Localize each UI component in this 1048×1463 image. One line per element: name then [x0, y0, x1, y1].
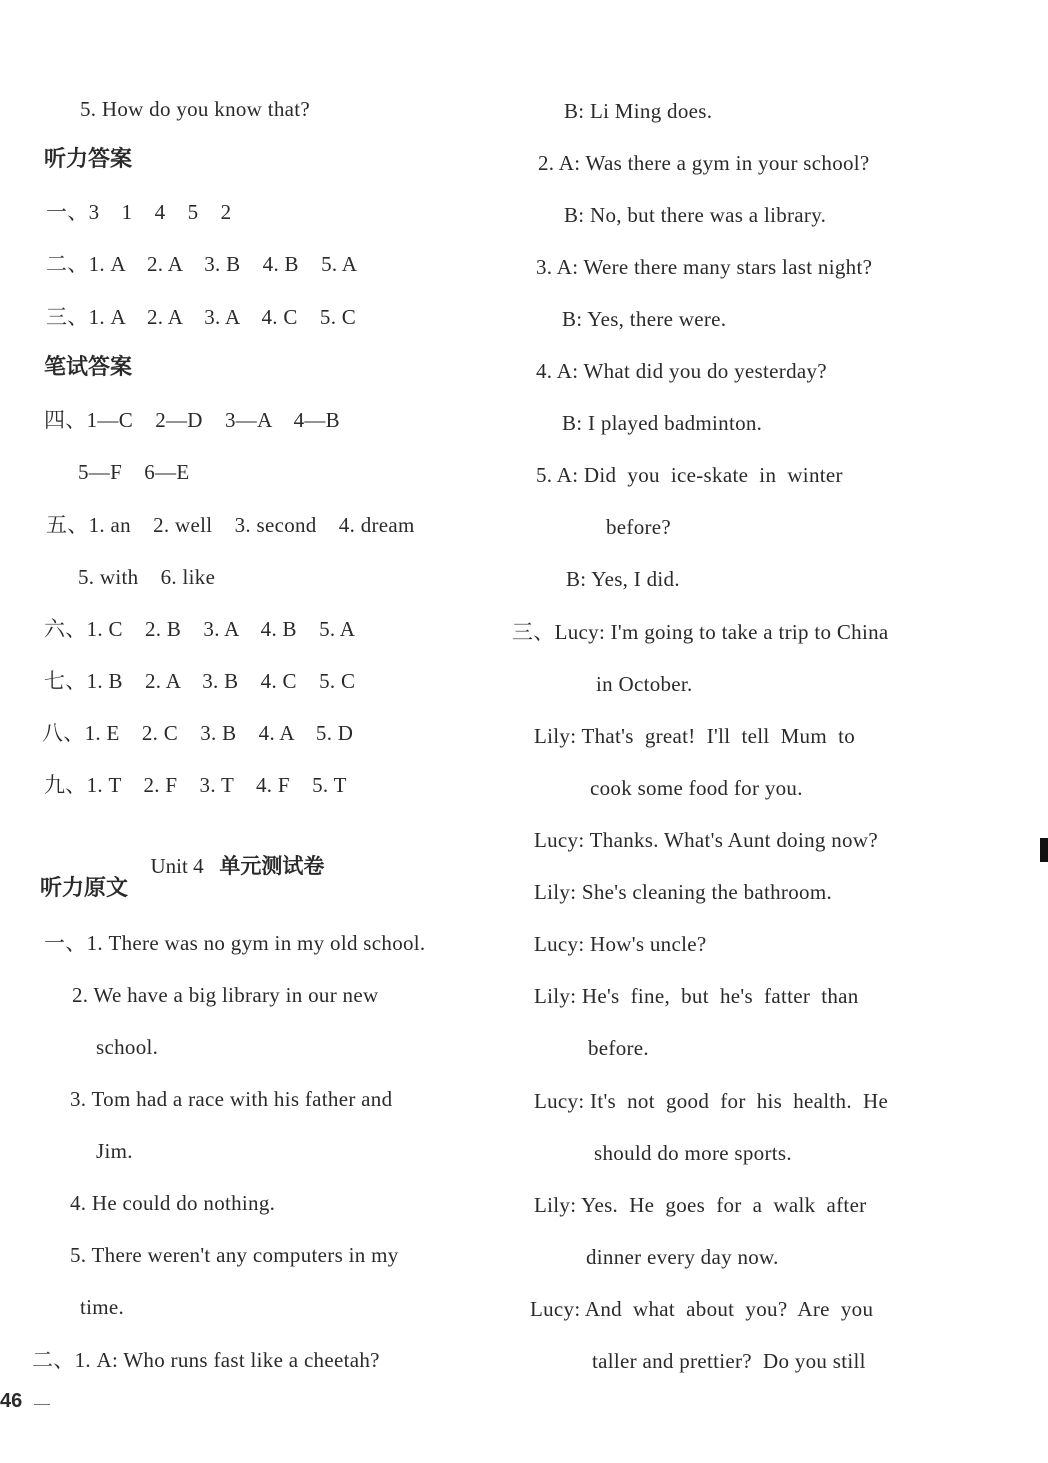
text-line: dinner every day now.	[586, 1245, 779, 1269]
section-heading: 笔试答案	[44, 355, 133, 380]
divider	[34, 1404, 50, 1405]
answer-line: 5—F 6—E	[78, 460, 190, 484]
answer-line: 七、1. B 2. A 3. B 4. C 5. C	[44, 669, 356, 693]
text-line: 3. Tom had a race with his father and	[70, 1087, 393, 1111]
answer-line: 5. with 6. like	[78, 565, 216, 589]
page-number: 46	[0, 1390, 23, 1412]
text-line: Lucy: It's not good for his health. He	[534, 1089, 889, 1113]
text-line: before?	[606, 515, 672, 539]
section-heading: 听力答案	[44, 147, 133, 172]
text-line: 2. A: Was there a gym in your school?	[538, 151, 870, 175]
text-line: before.	[588, 1036, 649, 1060]
text-line: cook some food for you.	[590, 776, 803, 800]
text-line: 5. A: Did you ice-skate in winter	[536, 463, 843, 487]
text-line: should do more sports.	[594, 1141, 792, 1165]
text-line: 一、1. There was no gym in my old school.	[44, 931, 426, 955]
answer-line: 二、1. A 2. A 3. B 4. B 5. A	[46, 252, 358, 276]
unit-test-title: 单元测试卷	[219, 854, 325, 878]
text-line: Lily: She's cleaning the bathroom.	[534, 880, 833, 904]
answer-line: 五、1. an 2. well 3. second 4. dream	[46, 513, 415, 537]
text-line: school.	[96, 1035, 159, 1059]
text-line: 4. A: What did you do yesterday?	[536, 359, 827, 383]
text-line: Lucy: How's uncle?	[534, 932, 707, 956]
text-line: 2. We have a big library in our new	[72, 983, 379, 1007]
text-line: 4. He could do nothing.	[70, 1191, 276, 1215]
answer-line: 四、1—C 2—D 3—A 4—B	[44, 408, 340, 432]
text-line: B: Li Ming does.	[564, 99, 713, 123]
text-line: Lily: That's great! I'll tell Mum to	[534, 724, 856, 748]
text-line: 3. A: Were there many stars last night?	[536, 255, 873, 279]
text-line: Lily: Yes. He goes for a walk after	[534, 1193, 867, 1217]
text-line: 5. There weren't any computers in my	[70, 1243, 399, 1267]
text-line: Lucy: And what about you? Are you	[530, 1297, 874, 1321]
text-line: 三、Lucy: I'm going to take a trip to China	[512, 620, 889, 644]
answer-line: 六、1. C 2. B 3. A 4. B 5. A	[44, 617, 356, 641]
answer-line: 八、1. E 2. C 3. B 4. A 5. D	[42, 721, 354, 745]
text-line: B: I played badminton.	[562, 411, 763, 435]
text-line: 5. How do you know that?	[80, 97, 311, 121]
text-line: taller and prettier? Do you still	[592, 1349, 866, 1373]
text-line: in October.	[596, 672, 693, 696]
section-heading: 听力原文	[40, 876, 129, 901]
answer-line: 三、1. A 2. A 3. A 4. C 5. C	[46, 305, 357, 329]
text-line: Lily: He's fine, but he's fatter than	[534, 984, 859, 1008]
answer-line: 九、1. T 2. F 3. T 4. F 5. T	[44, 773, 347, 797]
edge-mark	[1040, 838, 1048, 862]
text-line: B: No, but there was a library.	[564, 203, 827, 227]
text-line: Lucy: Thanks. What's Aunt doing now?	[534, 828, 878, 852]
answer-line: 一、3 1 4 5 2	[46, 200, 232, 224]
text-line: time.	[80, 1295, 125, 1319]
text-line: B: Yes, I did.	[566, 567, 680, 591]
text-line: Jim.	[96, 1139, 133, 1163]
unit-title	[140, 824, 324, 880]
text-line: B: Yes, there were.	[562, 307, 727, 331]
text-line: 二、1. A: Who runs fast like a cheetah?	[32, 1348, 380, 1372]
unit-label: Unit 4	[150, 854, 204, 878]
